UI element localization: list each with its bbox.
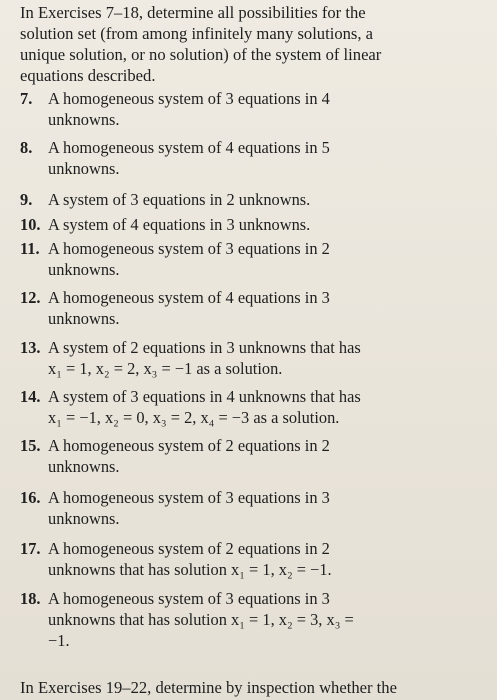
instructions-line-4: equations described. xyxy=(20,66,156,85)
exercise-number: 12. xyxy=(20,288,41,307)
exercise-10 xyxy=(20,214,468,235)
instructions-line-1: In Exercises 7–18, determine all possibilities for the xyxy=(20,3,366,22)
exercise-text: A homogeneous system of 2 equations in 2 xyxy=(48,539,330,558)
exercise-text-continued: x₁ = −1, x₂ = 0, x₃ = 2, x₄ = −3 as a solution. xyxy=(48,408,340,427)
exercise-number: 9. xyxy=(20,190,33,209)
exercise-text: A system of 3 equations in 4 unknowns that has xyxy=(48,387,361,406)
exercise-text-continued: unknowns. xyxy=(48,509,120,528)
exercise-14 xyxy=(20,386,468,428)
next-exercises-instructions: In Exercises 19–22, determine by inspection whether the xyxy=(20,678,397,697)
exercise-instructions xyxy=(20,2,470,86)
exercise-text-continued: unknowns. xyxy=(48,457,120,476)
exercise-text-continued: x₁ = 1, x₂ = 2, x₃ = −1 as a solution. xyxy=(48,359,283,378)
exercise-text: A homogeneous system of 4 equations in 3 xyxy=(48,288,330,307)
exercise-number: 14. xyxy=(20,387,41,406)
exercise-number: 7. xyxy=(20,89,33,108)
exercise-number: 13. xyxy=(20,338,41,357)
exercise-text-continued: unknowns. xyxy=(48,110,120,129)
exercise-7 xyxy=(20,88,468,130)
exercise-text: A system of 4 equations in 3 unknowns. xyxy=(48,215,311,234)
exercise-9 xyxy=(20,189,468,210)
exercise-text: A homogeneous system of 3 equations in 2 xyxy=(48,239,330,258)
exercise-number: 15. xyxy=(20,436,41,455)
exercise-number: 18. xyxy=(20,589,41,608)
exercise-text-continued: unknowns. xyxy=(48,159,120,178)
exercise-text: A homogeneous system of 3 equations in 3 xyxy=(48,488,330,507)
exercise-number: 8. xyxy=(20,138,33,157)
exercise-text-continued: unknowns that has solution x₁ = 1, x₂ = −1. xyxy=(48,560,332,579)
exercise-number: 10. xyxy=(20,215,41,234)
instructions-line-2: solution set (from among infinitely many solutions, a xyxy=(20,24,374,43)
exercise-number: 17. xyxy=(20,539,41,558)
exercise-text: A system of 2 equations in 3 unknowns that has xyxy=(48,338,361,357)
exercise-13 xyxy=(20,337,468,379)
exercise-text: A homogeneous system of 4 equations in 5 xyxy=(48,138,330,157)
exercise-18 xyxy=(20,588,468,651)
exercise-text: A system of 3 equations in 2 unknowns. xyxy=(48,190,311,209)
exercise-text: A homogeneous system of 3 equations in 3 xyxy=(48,589,330,608)
exercise-text-continued: unknowns. xyxy=(48,260,120,279)
exercise-text-continued: unknowns that has solution x₁ = 1, x₂ = 3, x₃ = xyxy=(48,610,354,629)
exercise-text-continued-2: −1. xyxy=(48,631,70,650)
exercise-text: A homogeneous system of 2 equations in 2 xyxy=(48,436,330,455)
instructions-line-3: unique solution, or no solution) of the system of linear xyxy=(20,45,382,64)
exercise-number: 11. xyxy=(20,239,40,258)
exercise-text: A homogeneous system of 3 equations in 4 xyxy=(48,89,330,108)
exercise-12 xyxy=(20,287,468,329)
exercise-text-continued: unknowns. xyxy=(48,309,120,328)
exercise-number: 16. xyxy=(20,488,41,507)
exercise-11 xyxy=(20,238,468,280)
exercise-17 xyxy=(20,538,468,580)
exercise-8 xyxy=(20,137,468,179)
exercise-16 xyxy=(20,487,468,529)
exercise-15 xyxy=(20,435,468,477)
